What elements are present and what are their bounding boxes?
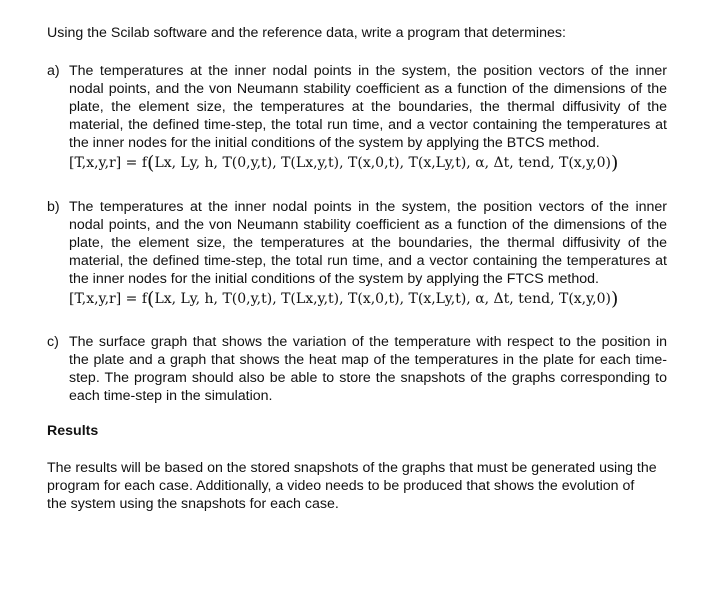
formula-args: Lx, Ly, h, T(0,y,t), T(Lx,y,t), T(x,0,t), T(x,Ly,t), α, Δt, tend, T(x,y,0) — [154, 291, 611, 307]
formula-btcs: [T,x,y,r] = f(Lx, Ly, h, T(0,y,t), T(Lx,y,t), T(x,0,t), T(x,Ly,t), α, Δt, tend, T(x,y,0)) — [69, 152, 619, 174]
list-item-c — [47, 333, 667, 405]
results-paragraph: The results will be based on the stored snapshots of the graphs that must be generated using the program for each case. Additionally, a video needs to be produced that shows the evolution of the system using the snapshots for each case. — [47, 460, 657, 512]
list-item-text: The temperatures at the inner nodal points in the system, the position vectors of the inner nodal points, and the von Neumann stability coefficient as a function of the dimensions of the plate, the element size, the temperatures at the boundaries, the thermal diffusivity of the material, the defined time-step, the total run time, and a vector containing the temperatures at the inner nodes for the initial conditions of the system by applying the BTCS method. — [69, 63, 667, 151]
list-marker: a) — [47, 63, 60, 79]
intro-paragraph: Using the Scilab software and the reference data, write a program that determines: — [47, 25, 566, 41]
list-marker: b) — [47, 199, 60, 215]
formula-args: Lx, Ly, h, T(0,y,t), T(Lx,y,t), T(x,0,t), T(x,Ly,t), α, Δt, tend, T(x,y,0) — [154, 155, 611, 171]
list-marker: c) — [47, 334, 59, 350]
formula-ftcs: [T,x,y,r] = f(Lx, Ly, h, T(0,y,t), T(Lx,y,t), T(x,0,t), T(x,Ly,t), α, Δt, tend, T(x,y,0)) — [69, 288, 619, 310]
list-item-text: The temperatures at the inner nodal points in the system, the position vectors of the inner nodal points, and the von Neumann stability coefficient as a function of the dimensions of the plate, the element size, the temperatures at the boundaries, the thermal diffusivity of the material, the defined time-step, the total run time, and a vector containing the temperatures at the inner nodes for the initial conditions of the system by applying the FTCS method. — [69, 199, 667, 287]
formula-lhs: [T,x,y,r] = f — [69, 291, 148, 307]
formula-lhs: [T,x,y,r] = f — [69, 155, 148, 171]
list-item-text: The surface graph that shows the variation of the temperature with respect to the position in the plate and a graph that shows the heat map of the temperatures in the plate for each time-step. The program should also be able to store the snapshots of the graphs corresponding to each time-step in the simulation. — [69, 334, 667, 404]
list-item-b — [47, 198, 667, 310]
results-heading: Results — [47, 423, 99, 439]
list-item-a — [47, 62, 667, 174]
